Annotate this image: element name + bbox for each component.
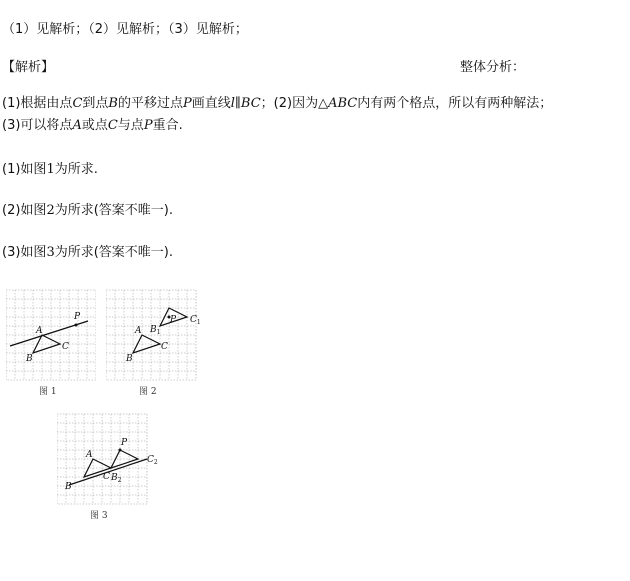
- analysis-line-1: [2, 95, 552, 113]
- figure-1-caption: 图 1: [39, 387, 57, 397]
- analysis-text: 根据由点: [20, 96, 73, 111]
- item-number: (1): [2, 96, 21, 111]
- figure-number: 1: [46, 162, 55, 177]
- analysis-text: 到点: [82, 96, 109, 111]
- analysis-text: 或点: [81, 118, 108, 133]
- label-b1-subscript: 1: [156, 329, 161, 336]
- item-number: (3): [2, 118, 21, 133]
- label-b1: [149, 325, 160, 336]
- label-b1-letter: B: [150, 325, 157, 335]
- figure-2: [106, 288, 206, 398]
- solution-line-1: [2, 161, 98, 179]
- label-a: A: [86, 450, 93, 460]
- label-a: A: [135, 326, 142, 336]
- analysis-text: 画直线: [191, 96, 231, 111]
- solution-text: 如图: [20, 245, 47, 260]
- point-c-label: C: [72, 96, 83, 111]
- label-c2-subscript: 2: [153, 459, 158, 466]
- item-number: (1): [2, 162, 21, 177]
- solution-text: 为所求(答案不唯一).: [54, 203, 173, 218]
- analysis-text: 与点: [117, 118, 144, 133]
- analysis-text: 因为: [292, 96, 319, 111]
- solution-text: 为所求(答案不唯一).: [54, 245, 173, 260]
- label-p: P: [170, 315, 177, 325]
- point-a-label: A: [72, 118, 82, 133]
- label-c2: [147, 455, 158, 466]
- figure-1: [6, 288, 96, 398]
- point-p: [75, 324, 78, 327]
- label-b: B: [65, 482, 72, 492]
- label-c: C: [62, 342, 69, 352]
- solution-line-3: [2, 244, 173, 262]
- solution-line-2: [2, 202, 173, 220]
- triangle-abc-label: ABC: [328, 96, 358, 111]
- solution-text: 如图: [20, 162, 47, 177]
- figure-number: 3: [46, 245, 55, 260]
- figure-number: 2: [46, 203, 55, 218]
- label-c: C: [161, 342, 168, 352]
- grid-lines: [106, 290, 196, 380]
- label-c2-letter: C: [147, 455, 154, 465]
- analysis-text: 重合: [152, 118, 179, 133]
- label-p: P: [74, 312, 81, 322]
- label-c1: [190, 315, 201, 326]
- label-p: P: [121, 438, 128, 448]
- point-c-label: C: [107, 118, 118, 133]
- item-number: (3): [2, 245, 21, 260]
- solution-text: 为所求.: [54, 162, 98, 177]
- label-b: B: [26, 354, 33, 364]
- point-p: [119, 449, 122, 452]
- analysis-label: 【解析】: [2, 60, 55, 75]
- solution-text: 如图: [20, 203, 47, 218]
- item-number: (2): [2, 203, 21, 218]
- triangle-symbol: △: [318, 96, 329, 111]
- figure-3: [57, 412, 162, 527]
- analysis-line-2: [2, 117, 183, 135]
- item-number: (2): [273, 96, 293, 111]
- grid-lines: [6, 290, 96, 380]
- label-c1-letter: C: [190, 315, 197, 325]
- figure-3-caption: 图 3: [90, 511, 108, 521]
- label-c1-subscript: 1: [196, 319, 201, 326]
- figure-2-caption: 图 2: [139, 387, 157, 397]
- label-c: C: [103, 472, 110, 482]
- label-a: A: [36, 326, 43, 336]
- parallel-formula: l∥BC: [230, 96, 261, 111]
- analysis-header: [2, 59, 622, 77]
- label-b2-subscript: 2: [117, 477, 122, 484]
- separator: ；: [260, 96, 274, 111]
- answers-text: （1）见解析；（2）见解析；（3）见解析；: [2, 22, 248, 37]
- analysis-text: 的平移过点: [117, 96, 183, 111]
- label-b2-letter: B: [111, 473, 118, 483]
- point-p-label: P: [143, 118, 153, 133]
- overall-analysis-label: 整体分析：: [460, 60, 526, 75]
- answers-line: [2, 21, 248, 39]
- period: .: [178, 118, 183, 133]
- label-b: B: [126, 354, 133, 364]
- analysis-text: 可以将点: [20, 118, 73, 133]
- point-b-label: B: [108, 96, 118, 111]
- point-p-label: P: [182, 96, 192, 111]
- analysis-text: 内有两个格点，所以有两种解法；: [357, 96, 553, 111]
